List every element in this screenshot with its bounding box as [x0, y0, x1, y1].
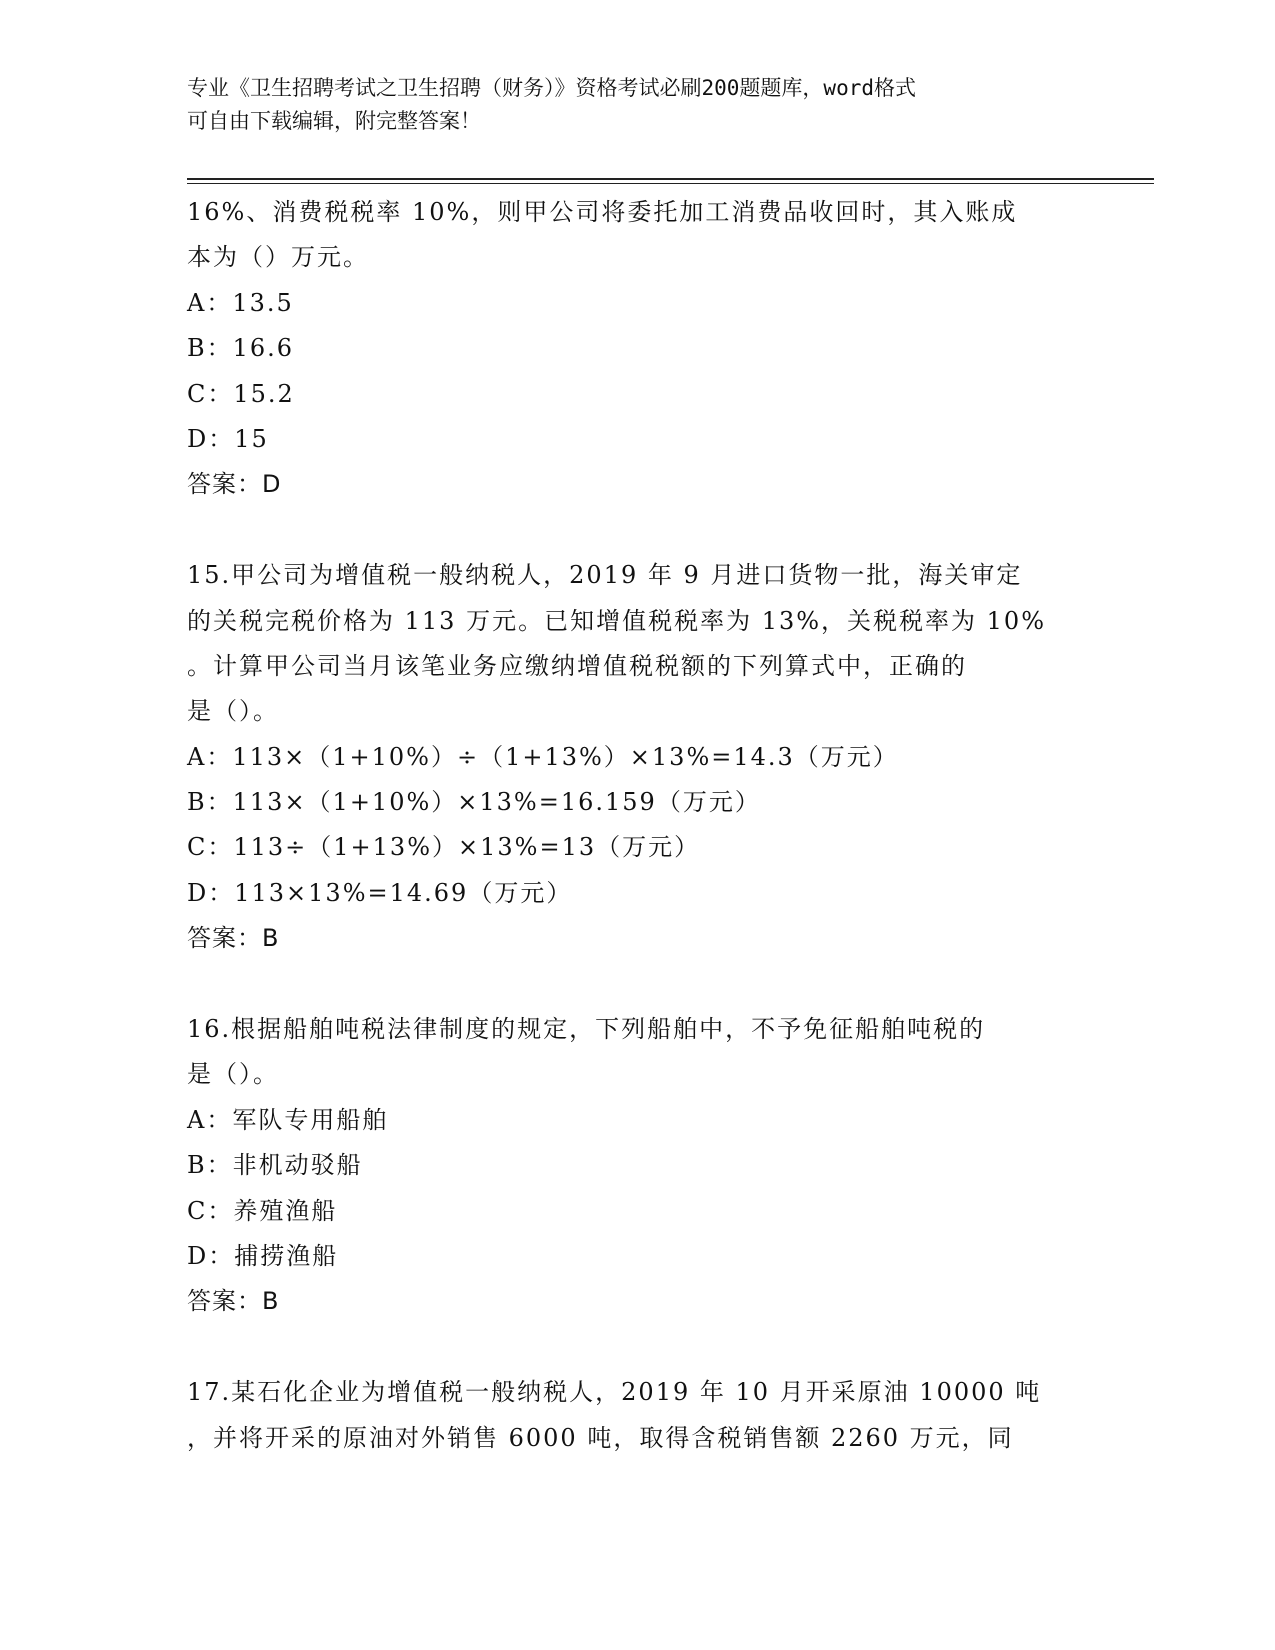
- option-c: C：15.2: [187, 379, 295, 408]
- option-d: D：捕捞渔船: [187, 1241, 339, 1270]
- question-stem-line: 16.根据船舶吨税法律制度的规定，下列船舶中，不予免征船舶吨税的: [187, 1015, 986, 1044]
- question-stem-line: ，并将开采的原油对外销售 6000 吨，取得含税销售额 2260 万元，同: [187, 1423, 1014, 1452]
- question-block-prev: [187, 190, 1087, 508]
- header-line-2: 可自由下载编辑，附完整答案！: [187, 109, 481, 133]
- option-d: D：113×13%=14.69（万元）: [187, 878, 573, 907]
- answer-line: 答案：D: [187, 470, 282, 499]
- spacer: [187, 962, 1087, 1007]
- question-stem-line: 15.甲公司为增值税一般纳税人，2019 年 9 月进口货物一批，海关审定: [187, 561, 1023, 590]
- question-stem-line: 17.某石化企业为增值税一般纳税人，2019 年 10 月开采原油 10000 吨: [187, 1378, 1042, 1407]
- option-a: A：军队专用船舶: [187, 1105, 389, 1134]
- question-stem-line: 是（）。: [187, 1060, 279, 1089]
- option-a: A：13.5: [187, 288, 294, 317]
- option-c: C：113÷（1+13%）×13%=13（万元）: [187, 833, 701, 862]
- question-stem-line: 。计算甲公司当月该笔业务应缴纳增值税税额的下列算式中，正确的: [187, 651, 967, 680]
- question-block-16: [187, 1007, 1087, 1325]
- document-header: [187, 72, 1067, 138]
- header-divider-thin: [187, 183, 1154, 184]
- option-c: C：养殖渔船: [187, 1196, 338, 1225]
- spacer: [187, 508, 1087, 553]
- option-a: A：113×（1+10%）÷（1+13%）×13%=14.3（万元）: [187, 742, 899, 771]
- question-stem-line: 是（）。: [187, 697, 279, 726]
- option-b: B：非机动驳船: [187, 1151, 363, 1180]
- option-b: B：16.6: [187, 334, 295, 363]
- question-block-15: [187, 553, 1087, 962]
- option-d: D：15: [187, 424, 269, 453]
- spacer: [187, 1325, 1087, 1370]
- question-stem-line: 16%、消费税税率 10%，则甲公司将委托加工消费品收回时，其入账成: [187, 198, 1018, 226]
- question-stem-line: 本为（）万元。: [187, 243, 369, 272]
- option-b: B：113×（1+10%）×13%=16.159（万元）: [187, 788, 761, 817]
- header-divider-thick: [187, 178, 1154, 180]
- document-body: [187, 190, 1087, 1461]
- question-block-17: [187, 1370, 1087, 1461]
- question-stem-line: 的关税完税价格为 113 万元。已知增值税税率为 13%，关税税率为 10%: [187, 606, 1047, 635]
- answer-line: 答案：B: [187, 924, 280, 953]
- answer-line: 答案：B: [187, 1287, 280, 1316]
- header-line-1: 专业《卫生招聘考试之卫生招聘（财务）》资格考试必刷200题题库，word格式: [187, 76, 916, 100]
